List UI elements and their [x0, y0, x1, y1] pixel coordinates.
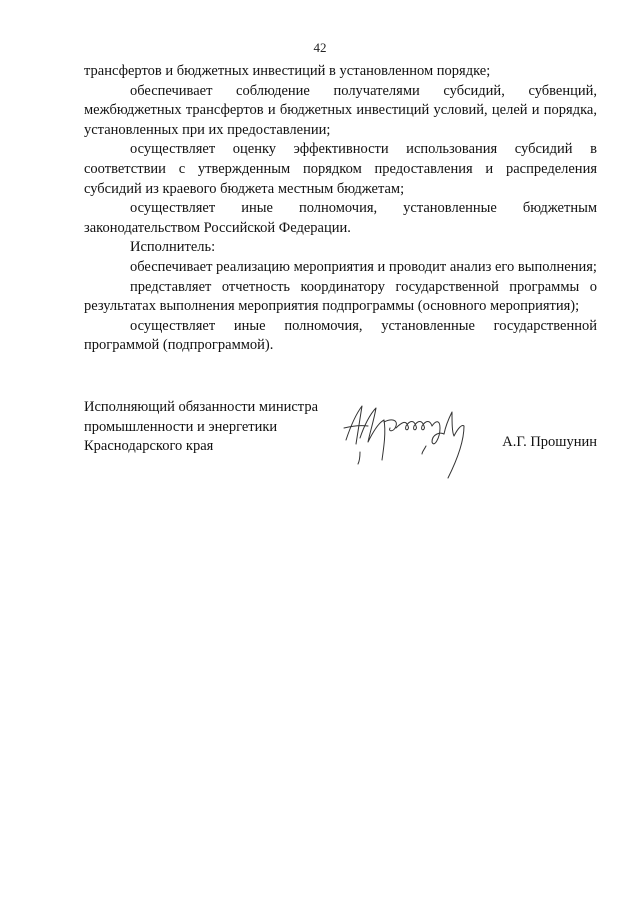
position-line-3: Краснодарского края [84, 438, 214, 455]
signer-position [84, 398, 344, 457]
paragraph-8: осуществляет иные полномочия, установленные государственной программой (подпрограммой). [84, 317, 597, 354]
position-line-1: Исполняющий обязанности министра [84, 399, 319, 415]
paragraph-4: осуществляет иные полномочия, установленные бюджетным законодательством Российской Федерации. [84, 200, 597, 236]
document-body [84, 62, 597, 356]
position-line-2: промышленности и энергетики [84, 418, 278, 435]
paragraph-2: обеспечивает соблюдение получателями субсидий, субвенций, межбюджетных трансфертов и бюджетных инвестиций условий, целей и порядка, установленных при их предоставлении; [84, 82, 597, 138]
page-number: 42 [313, 40, 327, 55]
paragraph-7: представляет отчетность координатору государственной программы о результатах выполнения мероприятия подпрограммы (основного мероприятия); [84, 278, 597, 315]
paragraph-1: трансфертов и бюджетных инвестиций в установленном порядке; [84, 63, 491, 79]
handwritten-signature [340, 398, 480, 488]
paragraph-3: осуществляет оценку эффективности использования субсидий в соответствии с утвержденным порядком предоставления и распределения субсидий из краевого бюджета местным бюджетам; [84, 141, 597, 197]
paragraph-6: обеспечивает реализацию мероприятия и проводит анализ его выполнения; [130, 258, 597, 275]
signer-name: А.Г. Прошунин [502, 434, 597, 450]
paragraph-5: Исполнитель: [130, 239, 216, 256]
